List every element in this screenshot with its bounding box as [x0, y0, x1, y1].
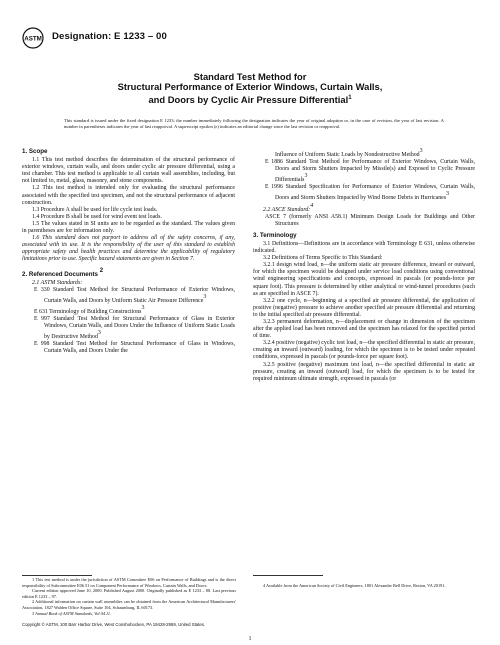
reference-e998-cont-text: Influence of Uniform Static Loads by Nondestructive Method [275, 152, 420, 158]
reference-e330 [22, 287, 235, 305]
paragraph-3-2-3: 3.2.3 permanent deformation, n—displacement or change in dimension of the specimen after the applied load has been removed and the specimen has relaxed for the specified period of time. [253, 318, 475, 340]
title-line-2: Structural Performance of Exterior Windows, Curtain Walls, [117, 81, 383, 92]
paragraph-1-4: 1.4 Procedure B shall be used for wind event test loads. [32, 213, 162, 220]
reference-e1886-sup: 3 [304, 173, 308, 180]
reference-e330-text: E 330 Standard Test Method for Structural Performance of Exterior Windows, Curtain Walls, and Doors by Uniform Static Air Pressure Difference [34, 286, 235, 304]
title-line-1: Standard Test Method for [193, 71, 307, 82]
left-column [22, 148, 235, 355]
asce-standard-heading [253, 203, 475, 214]
reference-e997-text: E 997 Standard Test Method for Structural Performance of Glass in Exterior Windows, Curtain Walls, and Doors Under the Influence of Uniform Static Loads by Destructive Method [34, 315, 235, 341]
page-number: 1 [248, 636, 252, 642]
title-line-3 [30, 93, 470, 106]
footnote-3: 3 Annual Book of ASTM Standards, Vol 04.11. [32, 610, 112, 616]
refs-footnote-ref: 2 [99, 267, 104, 274]
copyright-notice: Copyright © ASTM, 100 Barr Harbor Drive, West Conshohocken, PA 19428-2959, United States. [22, 622, 206, 627]
paragraph-1-2: 1.2 This test method is intended only for evaluating the structural performance associated with the specified test specimen, and not the structural performance of adjacent construction. [22, 185, 235, 206]
footnotes-left [22, 577, 236, 616]
reference-e997-sup: 3 [97, 330, 101, 337]
footnote-2: 2 Additional information on curtain wall assemblies can be obtained from the American Architectural Manufacturers' Association, 1827 Walden Office Square, Suite 104, Schaumburg, IL 60173. [22, 599, 236, 610]
paragraph-1-6: 1.6 This standard does not purport to address all of the safety concerns, if any, associated with its use. It is the responsibility of the user of this standard to establish appropriate safety and health practices and determine the applicability of regulatory limitations prior to use. Specific hazard statements are given in Section 7. [22, 235, 235, 263]
section-heading-scope: 1. Scope [22, 148, 48, 155]
paragraph-3-2-4: 3.2.4 positive (negative) cyclic test load, n—the specified differential in static air pressure, creating an inward (outward) loading, for which the specimen is to be tested under repeated conditions, expressed in pascals (or pounds-force per square foot). [253, 340, 475, 361]
reference-e1996-sup: 3 [446, 191, 450, 198]
paragraph-1-1: 1.1 This test method describes the determination of the structural performance of exterior windows, curtain walls, and doors under cyclic air pressure differential, using a test chamber. This test method is applicable to all curtain wall assemblies, including, but not limited to, metal, glass, masonry, and stone components. [22, 157, 235, 185]
title-footnote-ref: 1 [348, 94, 352, 101]
reference-e1996 [253, 184, 475, 202]
astm-logo [22, 27, 44, 49]
footnotes-right [253, 583, 467, 589]
astm-standards-heading: 2.1 ASTM Standards: [32, 279, 83, 286]
paragraph-3-2-5: 3.2.5 positive (negative) maximum test load, n—the specified differential in static air pressure, creating an inward (outward) load, for which the specimen is to be tested for required minimum ultimate strength, expressed in pascals (or [253, 361, 475, 382]
reference-e631 [22, 305, 235, 316]
issue-note: This standard is issued under the fixed designation E 1233; the number immediately following the designation indicates the year of original adoption or, in the case of revision, the year of last revision. A number in parentheses indicates the year of last reapproval. A superscript epsilon (ε) indicates an editorial change since the last revision or reapproval. [64, 118, 444, 130]
paragraph-1-3: 1.3 Procedure A shall be used for life cycle test loads. [32, 206, 158, 213]
paragraph-3-2-1: 3.2.1 design wind load, n—the uniform static air pressure difference, inward or outward, for which the specimen would be designed under service load conditions using conventional wind engineering specifications and concepts, expressed in pascals (or pounds-force per square foot). This pressure is determined by either analytical or wind-tunnel procedures (such as are specified in ASCE 7). [253, 262, 475, 297]
reference-asce7: ASCE 7 (formerly ANSI A58.1) Minimum Design Loads for Buildings and Other Structures [265, 213, 475, 227]
reference-e330-sup: 3 [203, 293, 207, 300]
title-line-3-text: and Doors by Cyclic Air Pressure Differential [148, 93, 349, 105]
asce-heading-text: 2.2 ASCE Standard: [263, 206, 311, 213]
footnote-divider-right [253, 575, 323, 576]
asce-footnote-ref: 4 [310, 202, 314, 209]
paragraph-3-1: 3.1 Definitions—Definitions are in accordance with Terminology E 631, unless otherwise indicated. [253, 240, 475, 255]
footnote-4: 4 Available from the American Society of Civil Engineers, 1801 Alexander Bell Drive, Reston, VA 20191. [263, 583, 446, 588]
title-block [30, 71, 470, 105]
reference-e998-sup: 3 [419, 148, 423, 154]
footnote-divider-left [22, 575, 92, 576]
svg-text:ASTM: ASTM [24, 35, 42, 43]
reference-e997 [22, 316, 235, 341]
reference-e1886-text: E 1886 Standard Test Method for Performance of Exterior Windows, Curtain Walls, Doors and Storm Shutters Impacted by Missile(s) and Exposed to Cyclic Pressure Differentials [265, 159, 475, 184]
section-heading-terminology: 3. Terminology [253, 231, 297, 239]
reference-e998: E 998 Standard Test Method for Structural Performance of Glass in Windows, Curtain Walls, and Doors Under the [34, 341, 235, 355]
designation: Designation: E 1233 – 00 [52, 31, 167, 42]
paragraph-3-2-2: 3.2.2 one cycle, n—beginning at a specified air pressure differential, the application of positive (negative) pressure to achieve another specified air pressure differential and returning to the initial specified air pressure differential. [253, 297, 475, 318]
refs-heading-text: 2. Referenced Documents [22, 270, 98, 278]
reference-e1996-text: E 1996 Standard Specification for Performance of Exterior Windows, Curtain Walls, Doors and Storm Shutters Impacted by Wind Borne Debris in Hurricanes [265, 184, 475, 202]
reference-e998-continued [253, 148, 475, 159]
footnote-1-edition: Current edition approved June 10, 2000. Published August 2000. Originally published as E 1233 – 88. Last previous edition E 1233 – 97. [22, 588, 236, 599]
section-heading-referenced-documents [22, 268, 235, 278]
reference-e631-text: E 631 Terminology of Building Constructions [34, 308, 142, 315]
paragraph-3-2: 3.2 Definitions of Terms Specific to This Standard: [263, 255, 383, 262]
right-column [253, 148, 475, 383]
reference-e631-sup: 3 [141, 304, 145, 311]
reference-e1886 [253, 159, 475, 184]
footnote-1: 1 This test method is under the jurisdiction of ASTM Committee E06 on Performance of Buildings and is the direct responsibility of Subcommittee E06.51 on Component Performance of Windows, Curtain Walls, and Doors. [22, 577, 236, 588]
paragraph-1-5: 1.5 The values stated in SI units are to be regarded as the standard. The values given in parentheses are for information only. [22, 220, 235, 235]
